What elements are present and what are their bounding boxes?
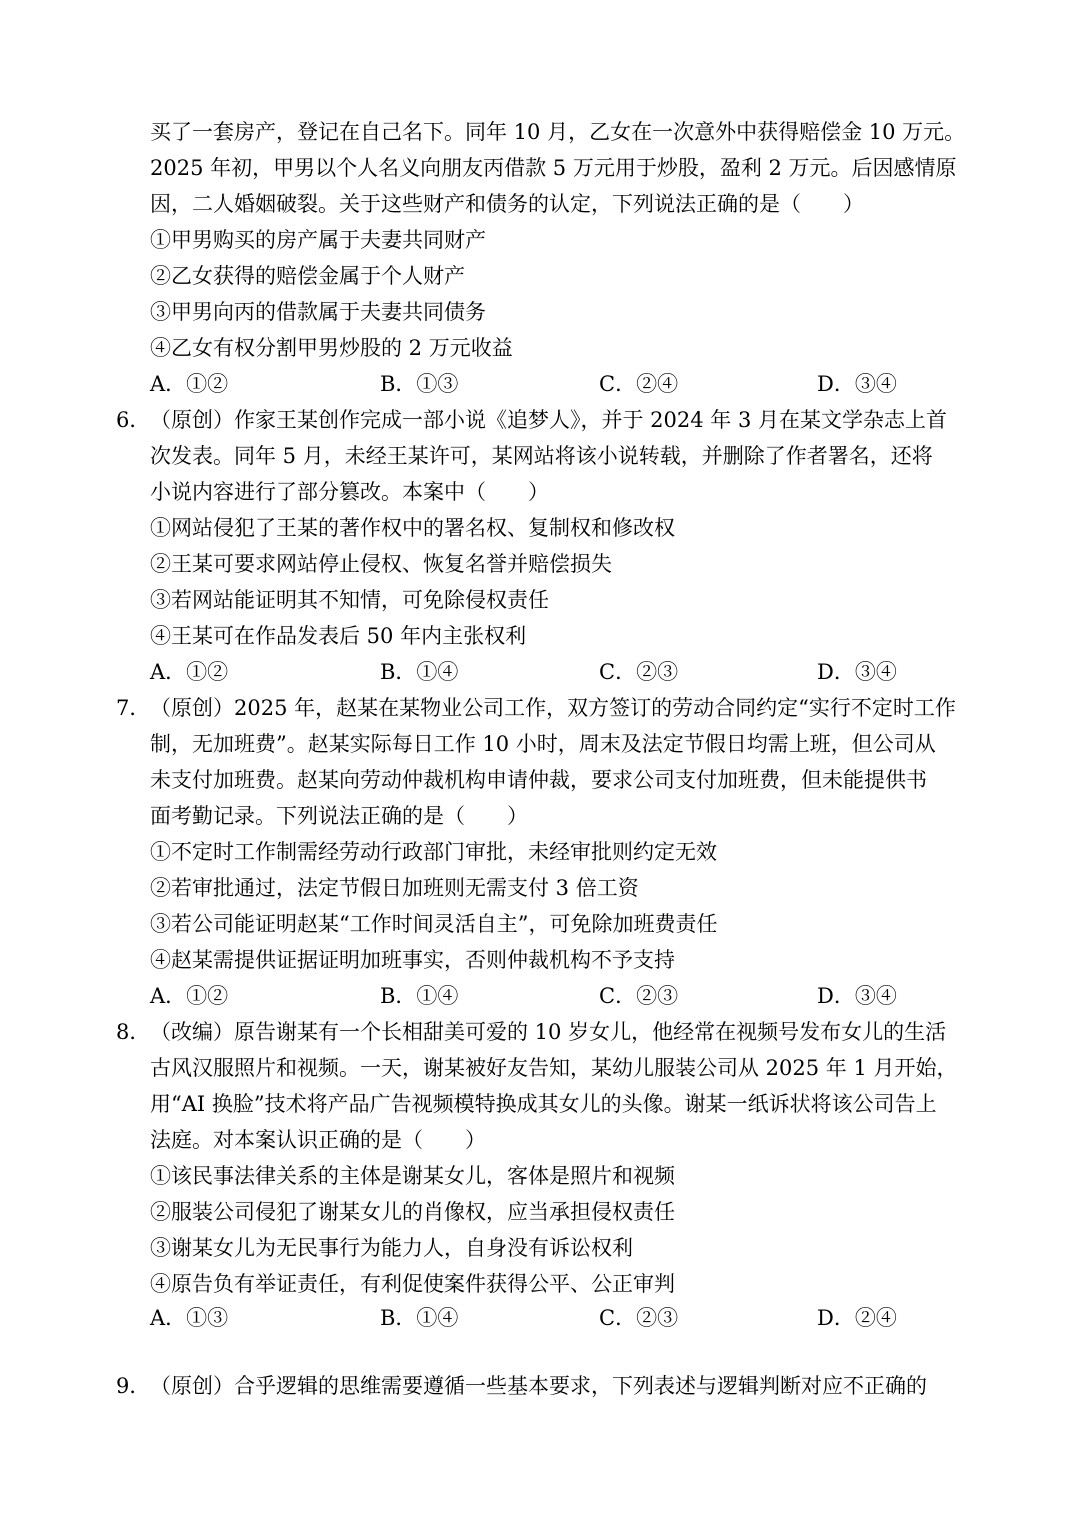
q8-stem-4: 法庭。对本案认识正确的是（ ） [150,1128,486,1152]
q8-stem-2: 古风汉服照片和视频。一天，谢某被好友告知，某幼儿服装公司从 2025 年 1 月开始， [150,1056,958,1080]
q6-statement-4: ④王某可在作品发表后 50 年内主张权利 [150,624,527,648]
q8-option-b: B．①④ [380,1306,459,1330]
q7-option-d: D．③④ [817,984,897,1008]
q6-option-d: D．③④ [817,660,897,684]
q7-stem-2: 制，无加班费”。赵某实际每日工作 10 小时，周末及法定节假日均需上班，但公司从 [150,732,936,756]
q8-statement-2: ②服装公司侵犯了谢某女儿的肖像权，应当承担侵权责任 [150,1200,675,1224]
q7-statement-4: ④赵某需提供证据证明加班事实，否则仲裁机构不予支持 [150,948,675,972]
q7-stem-1: （原创）2025 年，赵某在某物业公司工作，双方签订的劳动合同约定“实行不定时工作 [150,696,956,720]
q7-statement-3: ③若公司能证明赵某“工作时间灵活自主”，可免除加班费责任 [150,912,718,936]
q8-statement-4: ④原告负有举证责任，有利促使案件获得公平、公正审判 [150,1272,675,1296]
q7-option-b: B．①④ [380,984,459,1008]
q6-statement-3: ③若网站能证明其不知情，可免除侵权责任 [150,588,549,612]
q5-option-a: A．①② [150,372,229,396]
q6-stem-2: 次发表。同年 5 月，未经王某许可，某网站将该小说转载，并删除了作者署名，还将 [150,444,933,468]
intro-line-2: 2025 年初，甲男以个人名义向朋友丙借款 5 万元用于炒股，盈利 2 万元。后因感情原 [150,156,957,180]
q6-statement-2: ②王某可要求网站停止侵权、恢复名誉并赔偿损失 [150,552,612,576]
q7-statement-1: ①不定时工作制需经劳动行政部门审批，未经审批则约定无效 [150,840,717,864]
q8-option-a: A．①③ [150,1306,229,1330]
q6-number: 6． [116,408,151,432]
q7-stem-4: 面考勤记录。下列说法正确的是（ ） [150,804,528,828]
q8-option-c: C．②③ [599,1306,679,1330]
q8-number: 8． [116,1020,151,1044]
q7-number: 7． [116,696,151,720]
q7-option-c: C．②③ [599,984,679,1008]
q5-option-b: B．①③ [380,372,459,396]
q8-option-d: D．②④ [817,1306,897,1330]
intro-line-3: 因，二人婚姻破裂。关于这些财产和债务的认定，下列说法正确的是（ ） [150,192,864,216]
q6-stem-1: （原创）作家王某创作完成一部小说《追梦人》，并于 2024 年 3 月在某文学杂志上首 [150,408,948,432]
q8-statement-1: ①该民事法律关系的主体是谢某女儿，客体是照片和视频 [150,1164,675,1188]
q6-statement-1: ①网站侵犯了王某的著作权中的署名权、复制权和修改权 [150,516,675,540]
q9-number: 9． [116,1374,151,1398]
q8-stem-3: 用“AI 换脸”技术将产品广告视频模特换成其女儿的头像。谢某一纸诉状将该公司告上 [150,1092,937,1116]
q7-option-a: A．①② [150,984,229,1008]
q7-stem-3: 未支付加班费。赵某向劳动仲裁机构申请仲裁，要求公司支付加班费，但未能提供书 [150,768,927,792]
q5-statement-1: ①甲男购买的房产属于夫妻共同财产 [150,228,486,252]
q5-statement-3: ③甲男向丙的借款属于夫妻共同债务 [150,300,486,324]
q6-option-b: B．①④ [380,660,459,684]
q6-option-a: A．①② [150,660,229,684]
q8-statement-3: ③谢某女儿为无民事行为能力人，自身没有诉讼权利 [150,1236,633,1260]
intro-line-1: 买了一套房产，登记在自己名下。同年 10 月，乙女在一次意外中获得赔偿金 10 万元。 [150,120,966,144]
q8-stem-1: （改编）原告谢某有一个长相甜美可爱的 10 岁女儿，他经常在视频号发布女儿的生活 [150,1020,947,1044]
q9-stem-1: （原创）合乎逻辑的思维需要遵循一些基本要求，下列表述与逻辑判断对应不正确的 [150,1374,927,1398]
q5-statement-4: ④乙女有权分割甲男炒股的 2 万元收益 [150,336,513,360]
q7-statement-2: ②若审批通过，法定节假日加班则无需支付 3 倍工资 [150,876,639,900]
q5-option-d: D．③④ [817,372,897,396]
q5-option-c: C．②④ [599,372,679,396]
q5-statement-2: ②乙女获得的赔偿金属于个人财产 [150,264,465,288]
q6-option-c: C．②③ [599,660,679,684]
q6-stem-3: 小说内容进行了部分篡改。本案中（ ） [150,480,549,504]
